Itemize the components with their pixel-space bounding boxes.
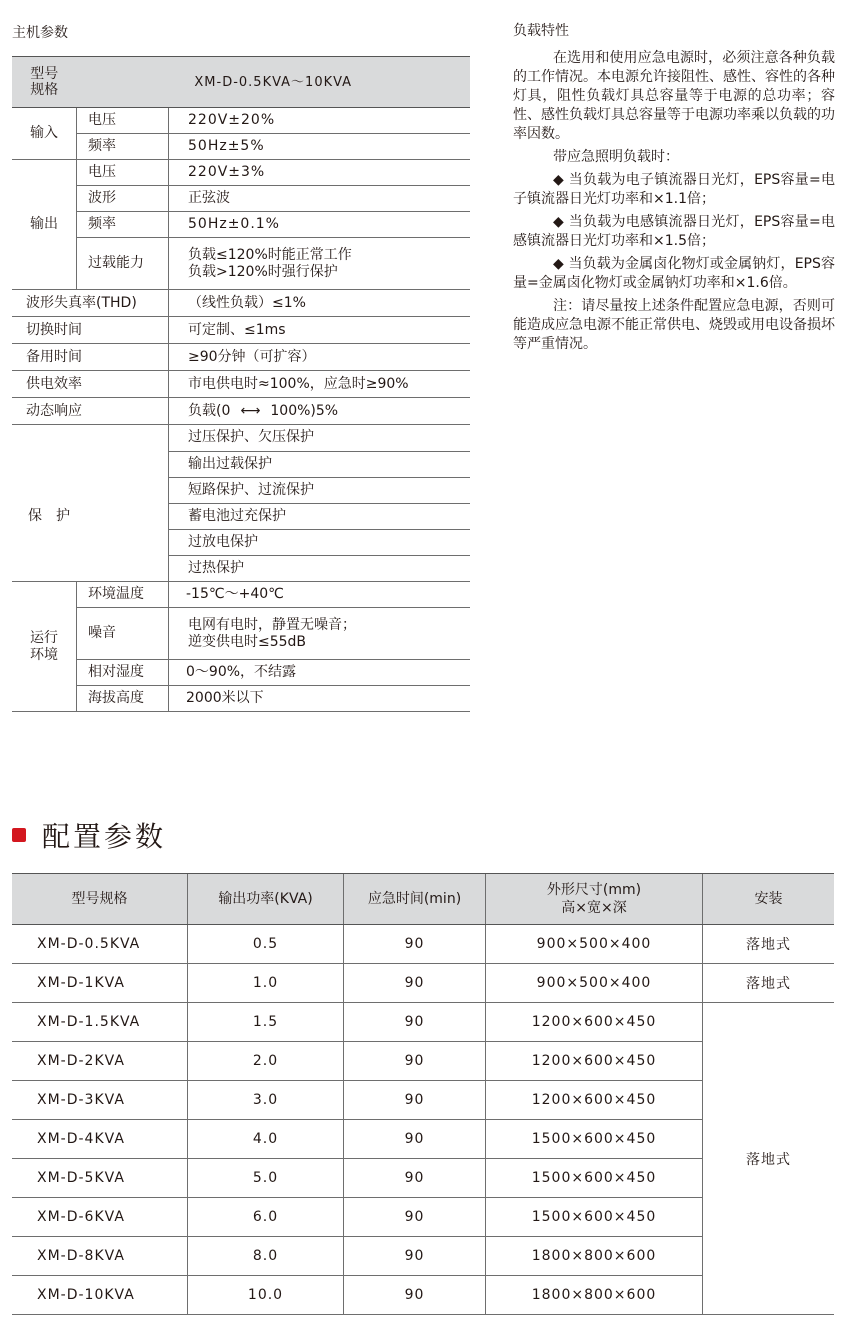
- table-row: [12, 925, 834, 964]
- empty-cell: [12, 451, 169, 477]
- protect-item: 蓄电池过充保护: [169, 503, 471, 529]
- load-title: 负载特性: [513, 23, 569, 39]
- row-value: 可定制、≤1ms: [169, 317, 471, 344]
- protect-label: 保 护: [28, 507, 70, 524]
- cell-model: XM-D-0.5KVA: [12, 925, 188, 964]
- row-value: 正弦波: [169, 186, 471, 212]
- main-params-title: 主机参数: [12, 25, 68, 41]
- load-characteristics: [513, 22, 835, 354]
- table-row: [12, 398, 470, 425]
- table-row: [12, 1003, 834, 1042]
- empty-cell: [12, 529, 169, 555]
- model-label-cell: [12, 57, 77, 108]
- table-row: [12, 290, 470, 317]
- row-name: 动态响应: [12, 398, 169, 425]
- protect-item: 过放电保护: [169, 529, 471, 555]
- header-power: 输出功率(KVA): [188, 874, 344, 925]
- row-name: 相对湿度: [77, 660, 169, 686]
- cell-dims: 1500×600×450: [486, 1159, 703, 1198]
- row-value: -15℃～+40℃: [169, 582, 471, 608]
- main-params-table: [12, 56, 470, 712]
- dynamic-value-b: 100%)5%: [270, 402, 339, 419]
- load-paragraph: ◆ 当负载为电感镇流器日光灯，EPS容量=电感镇流器日光灯功率和×1.5倍；: [513, 214, 835, 249]
- cell-dims: 1800×800×600: [486, 1237, 703, 1276]
- row-value: （线性负载）≤1%: [169, 290, 471, 317]
- table-row: [12, 503, 470, 529]
- cell-dims: 1500×600×450: [486, 1198, 703, 1237]
- row-name: 海拔高度: [77, 686, 169, 712]
- cell-power: 6.0: [188, 1198, 344, 1237]
- cell-time: 90: [344, 1003, 486, 1042]
- cell-install-merged: 落地式: [703, 1003, 835, 1315]
- table-row: [12, 425, 470, 452]
- overload-line1: 负载≤120%时能正常工作: [188, 246, 352, 263]
- cell-install: 落地式: [703, 925, 835, 964]
- empty-cell: [12, 555, 169, 582]
- empty-cell: [12, 425, 169, 452]
- cell-power: 3.0: [188, 1081, 344, 1120]
- row-value: 220V±3%: [169, 160, 471, 186]
- cell-power: 1.0: [188, 964, 344, 1003]
- cell-power: 0.5: [188, 925, 344, 964]
- cell-time: 90: [344, 1042, 486, 1081]
- row-name: 电压: [77, 160, 169, 186]
- row-value: 220V±20%: [169, 108, 471, 134]
- env-label-line1: 运行: [30, 629, 58, 646]
- header-install: 安装: [703, 874, 835, 925]
- header-dims: [486, 874, 703, 925]
- table-row: [12, 582, 470, 608]
- section-marker-icon: [12, 828, 26, 842]
- table-row: [12, 134, 470, 160]
- output-label: 输出: [12, 160, 77, 290]
- table-row: [12, 660, 470, 686]
- row-name: 电压: [77, 108, 169, 134]
- table-row: [12, 529, 470, 555]
- header-dims-line1: 外形尺寸(mm): [546, 882, 642, 898]
- load-note: 注：请尽量按上述条件配置应急电源，否则可能造成应急电源不能正常供电、烧毁或用电设备损坏等严重情况。: [513, 298, 835, 352]
- env-label-line2: 环境: [30, 646, 58, 663]
- model-label-line1: 型号: [30, 66, 59, 82]
- protect-item: 短路保护、过流保护: [169, 477, 471, 503]
- row-name: 供电效率: [12, 371, 169, 398]
- row-name: 备用时间: [12, 344, 169, 371]
- cell-time: 90: [344, 1081, 486, 1120]
- cell-power: 8.0: [188, 1237, 344, 1276]
- cell-model: XM-D-5KVA: [12, 1159, 188, 1198]
- cell-power: 10.0: [188, 1276, 344, 1315]
- cell-time: 90: [344, 1159, 486, 1198]
- config-table: [12, 873, 834, 1315]
- row-name: 波形失真率(THD): [12, 290, 169, 317]
- cell-model: XM-D-1KVA: [12, 964, 188, 1003]
- load-paragraph: 带应急照明负载时：: [553, 149, 679, 165]
- table-row: [12, 964, 834, 1003]
- cell-time: 90: [344, 1120, 486, 1159]
- row-name: 频率: [77, 212, 169, 238]
- row-name: 频率: [77, 134, 169, 160]
- table-row: [12, 686, 470, 712]
- cell-model: XM-D-1.5KVA: [12, 1003, 188, 1042]
- cell-dims: 1800×800×600: [486, 1276, 703, 1315]
- table-row: [12, 108, 470, 134]
- overload-value: [169, 238, 471, 290]
- dynamic-value-a: 负载(0: [188, 402, 231, 419]
- cell-time: 90: [344, 1276, 486, 1315]
- table-row: [12, 344, 470, 371]
- input-label: 输入: [12, 108, 77, 160]
- table-row: [12, 212, 470, 238]
- row-value: 50Hz±5%: [169, 134, 471, 160]
- table-row: [12, 160, 470, 186]
- cell-dims: 1200×600×450: [486, 1003, 703, 1042]
- double-arrow-icon: ⟷: [240, 402, 261, 419]
- dynamic-value: [169, 398, 471, 425]
- row-name: 环境温度: [77, 582, 169, 608]
- cell-model: XM-D-10KVA: [12, 1276, 188, 1315]
- protect-item: 过压保护、欠压保护: [169, 425, 471, 452]
- cell-model: XM-D-3KVA: [12, 1081, 188, 1120]
- header-time: 应急时间(min): [344, 874, 486, 925]
- cell-time: 90: [344, 1198, 486, 1237]
- cell-install: 落地式: [703, 964, 835, 1003]
- row-value: 50Hz±0.1%: [169, 212, 471, 238]
- table-row: [12, 477, 470, 503]
- row-name: 切换时间: [12, 317, 169, 344]
- cell-model: XM-D-6KVA: [12, 1198, 188, 1237]
- noise-line2: 逆变供电时≤55dB: [188, 633, 307, 650]
- cell-model: XM-D-2KVA: [12, 1042, 188, 1081]
- table-row: [12, 186, 470, 212]
- table-header-row: [12, 874, 834, 925]
- overload-line2: 负载>120%时强行保护: [188, 263, 338, 280]
- table-row: [12, 555, 470, 582]
- load-paragraph: 在选用和使用应急电源时，必须注意各种负载的工作情况。本电源允许接阻性、感性、容性的各种灯具，阻性负载灯具总容量等于电源的总功率；容性、感性负载灯具总容量等于电源功率乘以负载的功率因数。: [513, 50, 835, 142]
- load-paragraph: ◆ 当负载为金属卤化物灯或金属钠灯，EPS容量=金属卤化物灯或金属钠灯功率和×1.6倍。: [513, 256, 835, 291]
- table-row: [12, 608, 470, 660]
- table-row: [12, 317, 470, 344]
- cell-power: 4.0: [188, 1120, 344, 1159]
- row-name: 噪音: [77, 608, 169, 660]
- header-dims-line2: 高×宽×深: [561, 900, 627, 916]
- env-label: [12, 582, 77, 712]
- row-value: 市电供电时≈100%，应急时≥90%: [169, 371, 471, 398]
- load-paragraph: ◆ 当负载为电子镇流器日光灯，EPS容量=电子镇流器日光灯功率和×1.1倍；: [513, 172, 835, 207]
- table-row: [12, 371, 470, 398]
- model-label-line2: 规格: [30, 82, 59, 98]
- table-row: [12, 451, 470, 477]
- noise-value: [169, 608, 471, 660]
- config-title: 配置参数: [42, 820, 167, 853]
- row-value: ≥90分钟（可扩容）: [169, 344, 471, 371]
- header-model: 型号规格: [12, 874, 188, 925]
- noise-line1: 电网有电时，静置无噪音；: [188, 616, 356, 633]
- protect-item: 输出过载保护: [169, 451, 471, 477]
- empty-cell: [12, 477, 169, 503]
- row-name: 波形: [77, 186, 169, 212]
- row-value: 2000米以下: [169, 686, 471, 712]
- cell-time: 90: [344, 1237, 486, 1276]
- cell-time: 90: [344, 964, 486, 1003]
- table-header-row: [12, 57, 470, 108]
- protect-item: 过热保护: [169, 555, 471, 582]
- cell-dims: 900×500×400: [486, 925, 703, 964]
- table-row: [12, 238, 470, 290]
- cell-dims: 1200×600×450: [486, 1042, 703, 1081]
- cell-model: XM-D-4KVA: [12, 1120, 188, 1159]
- model-value: XM-D-0.5KVA～10KVA: [77, 57, 471, 108]
- row-name: 过载能力: [77, 238, 169, 290]
- cell-power: 1.5: [188, 1003, 344, 1042]
- cell-time: 90: [344, 925, 486, 964]
- row-value: 0～90%，不结露: [169, 660, 471, 686]
- cell-power: 5.0: [188, 1159, 344, 1198]
- cell-dims: 1200×600×450: [486, 1081, 703, 1120]
- cell-dims: 900×500×400: [486, 964, 703, 1003]
- cell-model: XM-D-8KVA: [12, 1237, 188, 1276]
- cell-power: 2.0: [188, 1042, 344, 1081]
- cell-dims: 1500×600×450: [486, 1120, 703, 1159]
